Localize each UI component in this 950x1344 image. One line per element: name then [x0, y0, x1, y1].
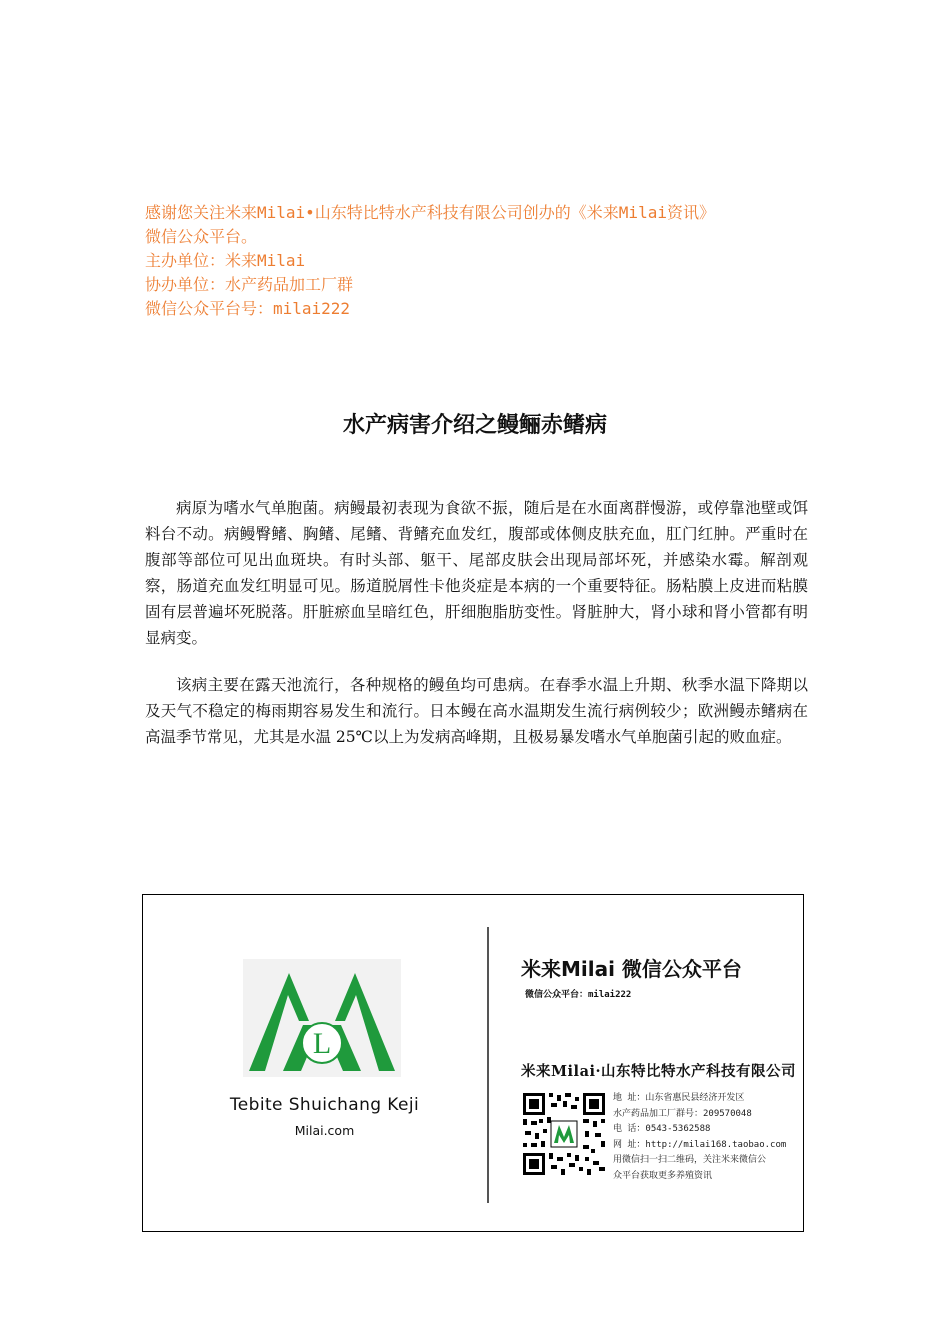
contact-group-number: 水产药品加工厂群号：209570048: [613, 1108, 752, 1119]
notice-co-host: 协办单位：水产药品加工厂群: [145, 275, 354, 294]
article-title: 水产病害介绍之鳗鲡赤鳍病: [342, 413, 607, 438]
contact-scan-hint-1: 用微信扫一扫二维码，关注米来微信公: [613, 1155, 767, 1165]
qr-code-icon[interactable]: [521, 1091, 607, 1177]
paragraph-text: 病原为嗜水气单胞菌。病鳗最初表现为食欲不振，随后是在水面离群慢游，或停靠池壁或饵料台不动。病鳗臀鳍、胸鳍、尾鳍、背鳍充血发红，腹部或体侧皮肤充血，肛门红肿。严重时在腹部等部位可见出血斑块。有时头部、躯干、尾部皮肤会出现局部坏死，并感染水霉。解剖观察，肠道充血发红明显可见。肠道脱屑性卡他炎症是本病的一个重要特征。肠粘膜上皮进而粘膜固有层普遍坏死脱落。肝脏瘀血呈暗红色，肝细胞脂肪变性。肾脏肿大，肾小球和肾小管都有明显病变。: [145, 499, 808, 647]
contact-phone: 电 话：0543-5362588: [613, 1124, 711, 1134]
business-card: [142, 894, 804, 1232]
notice-account: 微信公众平台号：milai222: [145, 299, 351, 318]
platform-notice: [145, 201, 825, 321]
contact-scan-hint-2: 众平台获取更多养殖资讯: [613, 1170, 713, 1181]
logo-domain: Milai.com: [294, 1123, 355, 1138]
notice-line-2: 微信公众平台。: [145, 227, 258, 246]
card-divider: [487, 927, 489, 1203]
logo-company-name: Tebite Shuichang Keji: [229, 1095, 420, 1115]
wechat-platform-title: 米来Milai 微信公众平台: [521, 957, 742, 981]
company-logo: [243, 959, 401, 1077]
article-paragraph-1: [145, 495, 808, 651]
notice-host: 主办单位：米来Milai: [145, 251, 306, 270]
logo-letter: L: [312, 1027, 332, 1060]
paragraph-text: 该病主要在露天池流行，各种规格的鳗鱼均可患病。在春季水温上升期、秋季水温下降期以及天气不稳定的梅雨期容易发生和流行。日本鳗在高水温期发生流行病例较少；欧洲鳗赤鳍病在高温季节常见，尤其是水温 25℃以上为发病高峰期，且极易暴发嗜水气单胞菌引起的败血症。: [145, 676, 808, 746]
contact-website[interactable]: 网 址：http://milai168.taobao.com: [613, 1139, 787, 1150]
wechat-platform-id: 微信公众平台：milai222: [525, 990, 632, 1000]
company-name: 米来Milai·山东特比特水产科技有限公司: [521, 1063, 797, 1080]
article-paragraph-2: [145, 672, 808, 750]
contact-address: 地 址：山东省惠民县经济开发区: [613, 1093, 745, 1103]
contact-info: [613, 1091, 786, 1184]
notice-line-1: 感谢您关注米来Milai•山东特比特水产科技有限公司创办的《米来Milai资讯》: [145, 203, 715, 222]
logo-m-mark-icon: [243, 959, 401, 1077]
